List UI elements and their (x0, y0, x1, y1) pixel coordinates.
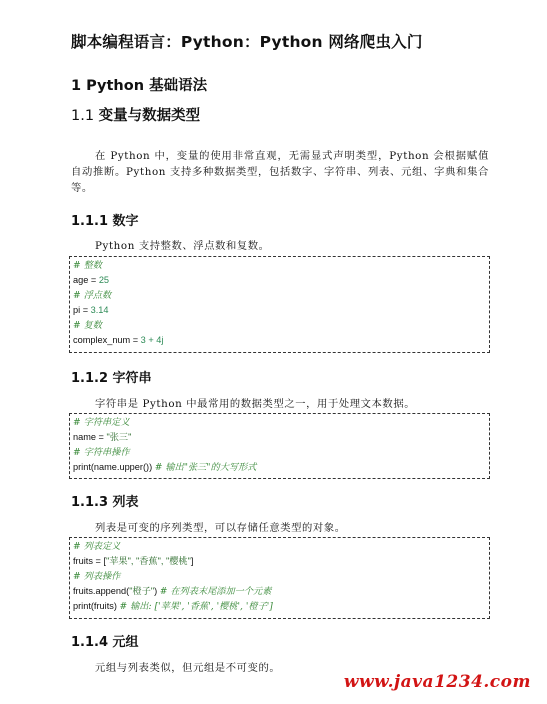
code-line: print(fruits) # 输出: ['苹果', '香蕉', '樱桃', '橙子'] (73, 601, 273, 612)
code-line: print(name.upper()) # 输出"张三"的大写形式 (73, 462, 257, 473)
strings-description: 字符串是 Python 中最常用的数据类型之一，用于处理文本数据。 (95, 398, 416, 410)
code-line: fruits = ["苹果", "香蕉", "樱桃"] (73, 556, 194, 566)
section-heading-1-1 (71, 104, 200, 125)
heading-tuples: 1.1.4 元组 (71, 635, 139, 650)
section-number: 1 (71, 78, 82, 94)
code-block-lists (69, 537, 490, 619)
code-comment: # 字符串定义 (73, 417, 130, 428)
code-comment: # 字符串操作 (73, 447, 130, 458)
section-heading-1 (71, 74, 207, 95)
heading-lists: 1.1.3 列表 (71, 495, 139, 510)
code-block-strings (69, 413, 490, 479)
numbers-description: Python 支持整数、浮点数和复数。 (95, 240, 270, 252)
code-block-numbers (69, 256, 490, 353)
code-comment: # 复数 (73, 320, 102, 331)
code-comment: # 浮点数 (73, 290, 112, 301)
code-line: age = 25 (73, 275, 110, 285)
document-title: 脚本编程语言：Python：Python 网络爬虫入门 (71, 33, 423, 51)
intro-paragraph: 在 Python 中，变量的使用非常直观，无需显式声明类型，Python 会根据赋值自动推断。Python 支持多种数据类型，包括数字、字符串、列表、元组、字典和集合等。 (71, 150, 489, 194)
section-title: 变量与数据类型 (98, 108, 201, 124)
lists-description: 列表是可变的序列类型，可以存储任意类型的对象。 (95, 522, 346, 534)
code-line: complex_num = 3 + 4j (73, 335, 164, 345)
code-comment: # 列表定义 (73, 541, 121, 552)
code-line: fruits.append("橙子") # 在列表末尾添加一个元素 (73, 586, 272, 597)
code-comment: # 整数 (73, 260, 102, 271)
watermark: www.java1234.com (343, 672, 531, 692)
section-title: Python 基础语法 (86, 78, 208, 94)
code-line: name = "张三" (73, 432, 132, 442)
heading-strings: 1.1.2 字符串 (71, 371, 152, 386)
code-comment: # 列表操作 (73, 571, 121, 582)
section-number: 1.1 (71, 108, 95, 124)
tuples-description: 元组与列表类似，但元组是不可变的。 (95, 662, 281, 674)
heading-numbers: 1.1.1 数字 (71, 214, 139, 229)
code-line: pi = 3.14 (73, 305, 109, 315)
